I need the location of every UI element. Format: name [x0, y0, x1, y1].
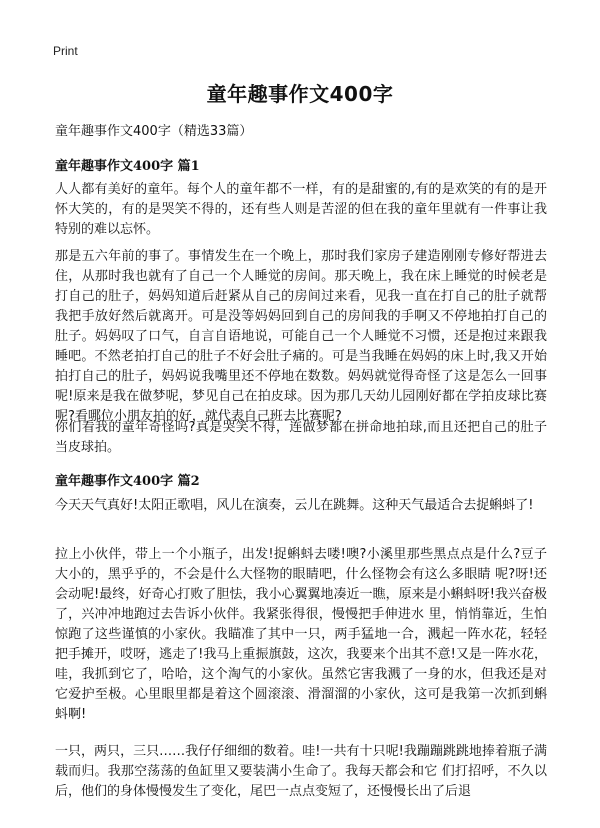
paragraph: 今天天气真好!太阳正歌唱，风儿在演奏，云儿在跳舞。这种天气最适合去捉蝌蚪了! [55, 498, 534, 513]
paragraph: 拉上小伙伴，带上一个小瓶子，出发!捉蝌蚪去喽!噢?小溪里那些黑点点是什么?豆子大小的，黑乎乎的，不会是什么大怪物的眼睛吧，什么怪物会有这么多眼睛 呢?呀!还会动呢!最终，好奇心打败了胆怯，我小心翼翼地凑近一瞧，原来是小蝌蚪呀!我兴奋极了，兴冲冲地跑过去告诉小伙伴。我紧张得很，慢慢把手伸进水 里，悄悄靠近，生怕惊跑了这些谨慎的小家伙。我瞄准了其中一只，两手猛地一合，溅起一阵水花，轻轻把手摊开，哎呀，逃走了!我马上重振旗鼓，这次，我要来个出其不意!又是一阵水花，哇，我抓到它了，哈哈，这个淘气的小家伙。虽然它害我溅了一身的水，但我还是对它爱护至极。心里眼里都是着这个圆滚滚、滑溜溜的小家伙，这可是我第一次抓到蝌蚪啊! [55, 547, 547, 722]
document-subtitle: 童年趣事作文400字（精选33篇） [55, 124, 253, 139]
section-heading-2: 童年趣事作文400字 篇2 [55, 474, 200, 489]
print-label: Print [53, 44, 78, 58]
paragraph: 那是五六年前的事了。事情发生在一个晚上，那时我们家房子建造刚刚专修好帮进去住，从那时我也就有了自己一个人睡觉的房间。那天晚上，我在床上睡觉的时候老是打自己的肚子，妈妈知道后赶紧从自己的房间过来看，见我一直在打自己的肚子就帮我把手放好然后就离开。可是没等妈妈回到自己的房间我的手啊又不停地拍打自己的肚子。妈妈叹了口气，自言自语地说，可能自己一个人睡觉不习惯，还是抱过来跟我睡吧。不然老拍打自己的肚子不好会肚子痛的。可是当我睡在妈妈的床上时,我又开始拍打自己的肚子，妈妈说我嘴里还不停地在数数。妈妈就觉得奇怪了这是怎么一回事呢!原来是我在做梦呢，梦见自己在拍皮球。因为那几天幼儿园刚好都在学拍皮球比赛呢?看哪位小朋友拍的好，就代表自己班去比赛呢? [55, 249, 547, 424]
page-title: 童年趣事作文400字 [206, 82, 394, 106]
paragraph: 你们看我的童年奇怪吗?真是哭笑不得，连做梦都在拼命地拍球,而且还把自己的肚子当皮球拍。 [55, 420, 547, 455]
paragraph: 人人都有美好的童年。每个人的童年都不一样，有的是甜蜜的,有的是欢笑的有的是开怀大笑的，有的是哭笑不得的，还有些人则是苦涩的但在我的童年里就有一件事让我特别的难以忘怀。 [55, 182, 547, 237]
section-heading-1: 童年趣事作文400字 篇1 [55, 159, 200, 174]
paragraph: 一只，两只，三只……我仔仔细细的数着。哇!一共有十只呢!我蹦蹦跳跳地捧着瓶子满载而归。我那空荡荡的鱼缸里又要装满小生命了。我每天都会和它 们打招呼，不久以后，他们的身体慢慢发生了变化，尾巴一点点变短了，还慢慢长出了后退 [55, 744, 547, 799]
